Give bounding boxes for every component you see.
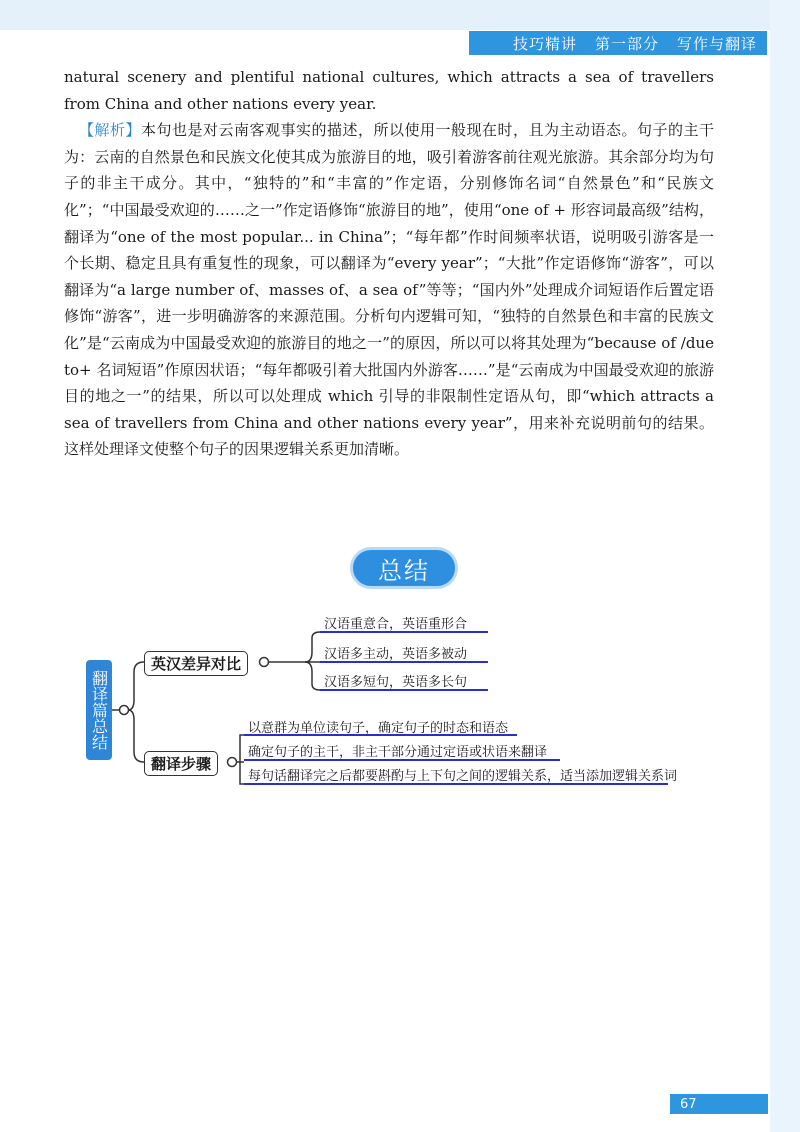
analysis-paragraph — [64, 117, 714, 463]
leaf-item: 以意群为单位读句子，确定句子的时态和语态 — [248, 721, 509, 736]
top-decoration-strip — [0, 0, 800, 30]
page-number: 67 — [670, 1094, 768, 1114]
leaf-item: 确定句子的主干，非主干部分通过定语或状语来翻译 — [248, 745, 548, 760]
right-edge-strip — [770, 0, 800, 1132]
branch-differences: 英汉差异对比 — [144, 651, 248, 676]
leaf-item: 汉语重意合，英语重形合 — [324, 617, 468, 632]
mindmap-root: 翻译篇总结 — [86, 660, 112, 760]
continuation-paragraph: natural scenery and plentiful national cultures, which attracts a sea of travellers from China and other nations every year. — [64, 68, 714, 113]
analysis-text: 本句也是对云南客观事实的描述，所以使用一般现在时，且为主动语态。句子的主干为：云南的自然景色和民族文化使其成为旅游目的地，吸引着游客前往观光旅游。其余部分均为句子的非主干成分。其中，“独特的”和“丰富的”作定语，分别修饰名词“自然景色”和“民族文化”；“中国最受欢迎的……之一”作定语修饰“旅游目的地”，使用“one of + 形容词最高级”结构，翻译为“one of the most popular... in China”；“每年都”作时间频率状语，说明吸引游客是一个长期、稳定且具有重复性的现象，可以翻译为“every year”；“大批”作定语修饰“游客”，可以翻译为“a large number of、masses of、a sea of”等等；“国内外”处理成介词短语作后置定语修饰“游客”，进一步明确游客的来源范围。分析句内逻辑可知，“独特的自然景色和丰富的民族文化”是“云南成为中国最受欢迎的旅游目的地之一”的原因，所以可以将其处理为“because of /due to+ 名词短语”作原因状语；“每年都吸引着大批国内外游客……”是“云南成为中国最受欢迎的旅游目的地之一”的结果，所以可以处理成 which 引导的非限制性定语从句，即“which attracts a sea of travellers from China and other nations every year”，用来补充说明前句的结果。这样处理译文使整个句子的因果逻辑关系更加清晰。 — [64, 121, 714, 459]
body-text — [64, 64, 714, 463]
header-section-1: 技巧精讲 — [512, 34, 577, 53]
header-section-3: 写作与翻译 — [676, 34, 757, 53]
summary-title: 总结 — [350, 547, 458, 589]
header-section-2: 第一部分 — [594, 34, 659, 53]
analysis-tag: 【解析】 — [79, 121, 141, 140]
page-header — [469, 31, 767, 55]
leaf-item: 汉语多短句，英语多长句 — [324, 675, 468, 690]
leaf-item: 汉语多主动，英语多被动 — [324, 647, 468, 662]
branch-steps: 翻译步骤 — [144, 751, 218, 776]
leaf-item: 每句话翻译完之后都要斟酌与上下句之间的逻辑关系，适当添加逻辑关系词 — [248, 769, 678, 784]
